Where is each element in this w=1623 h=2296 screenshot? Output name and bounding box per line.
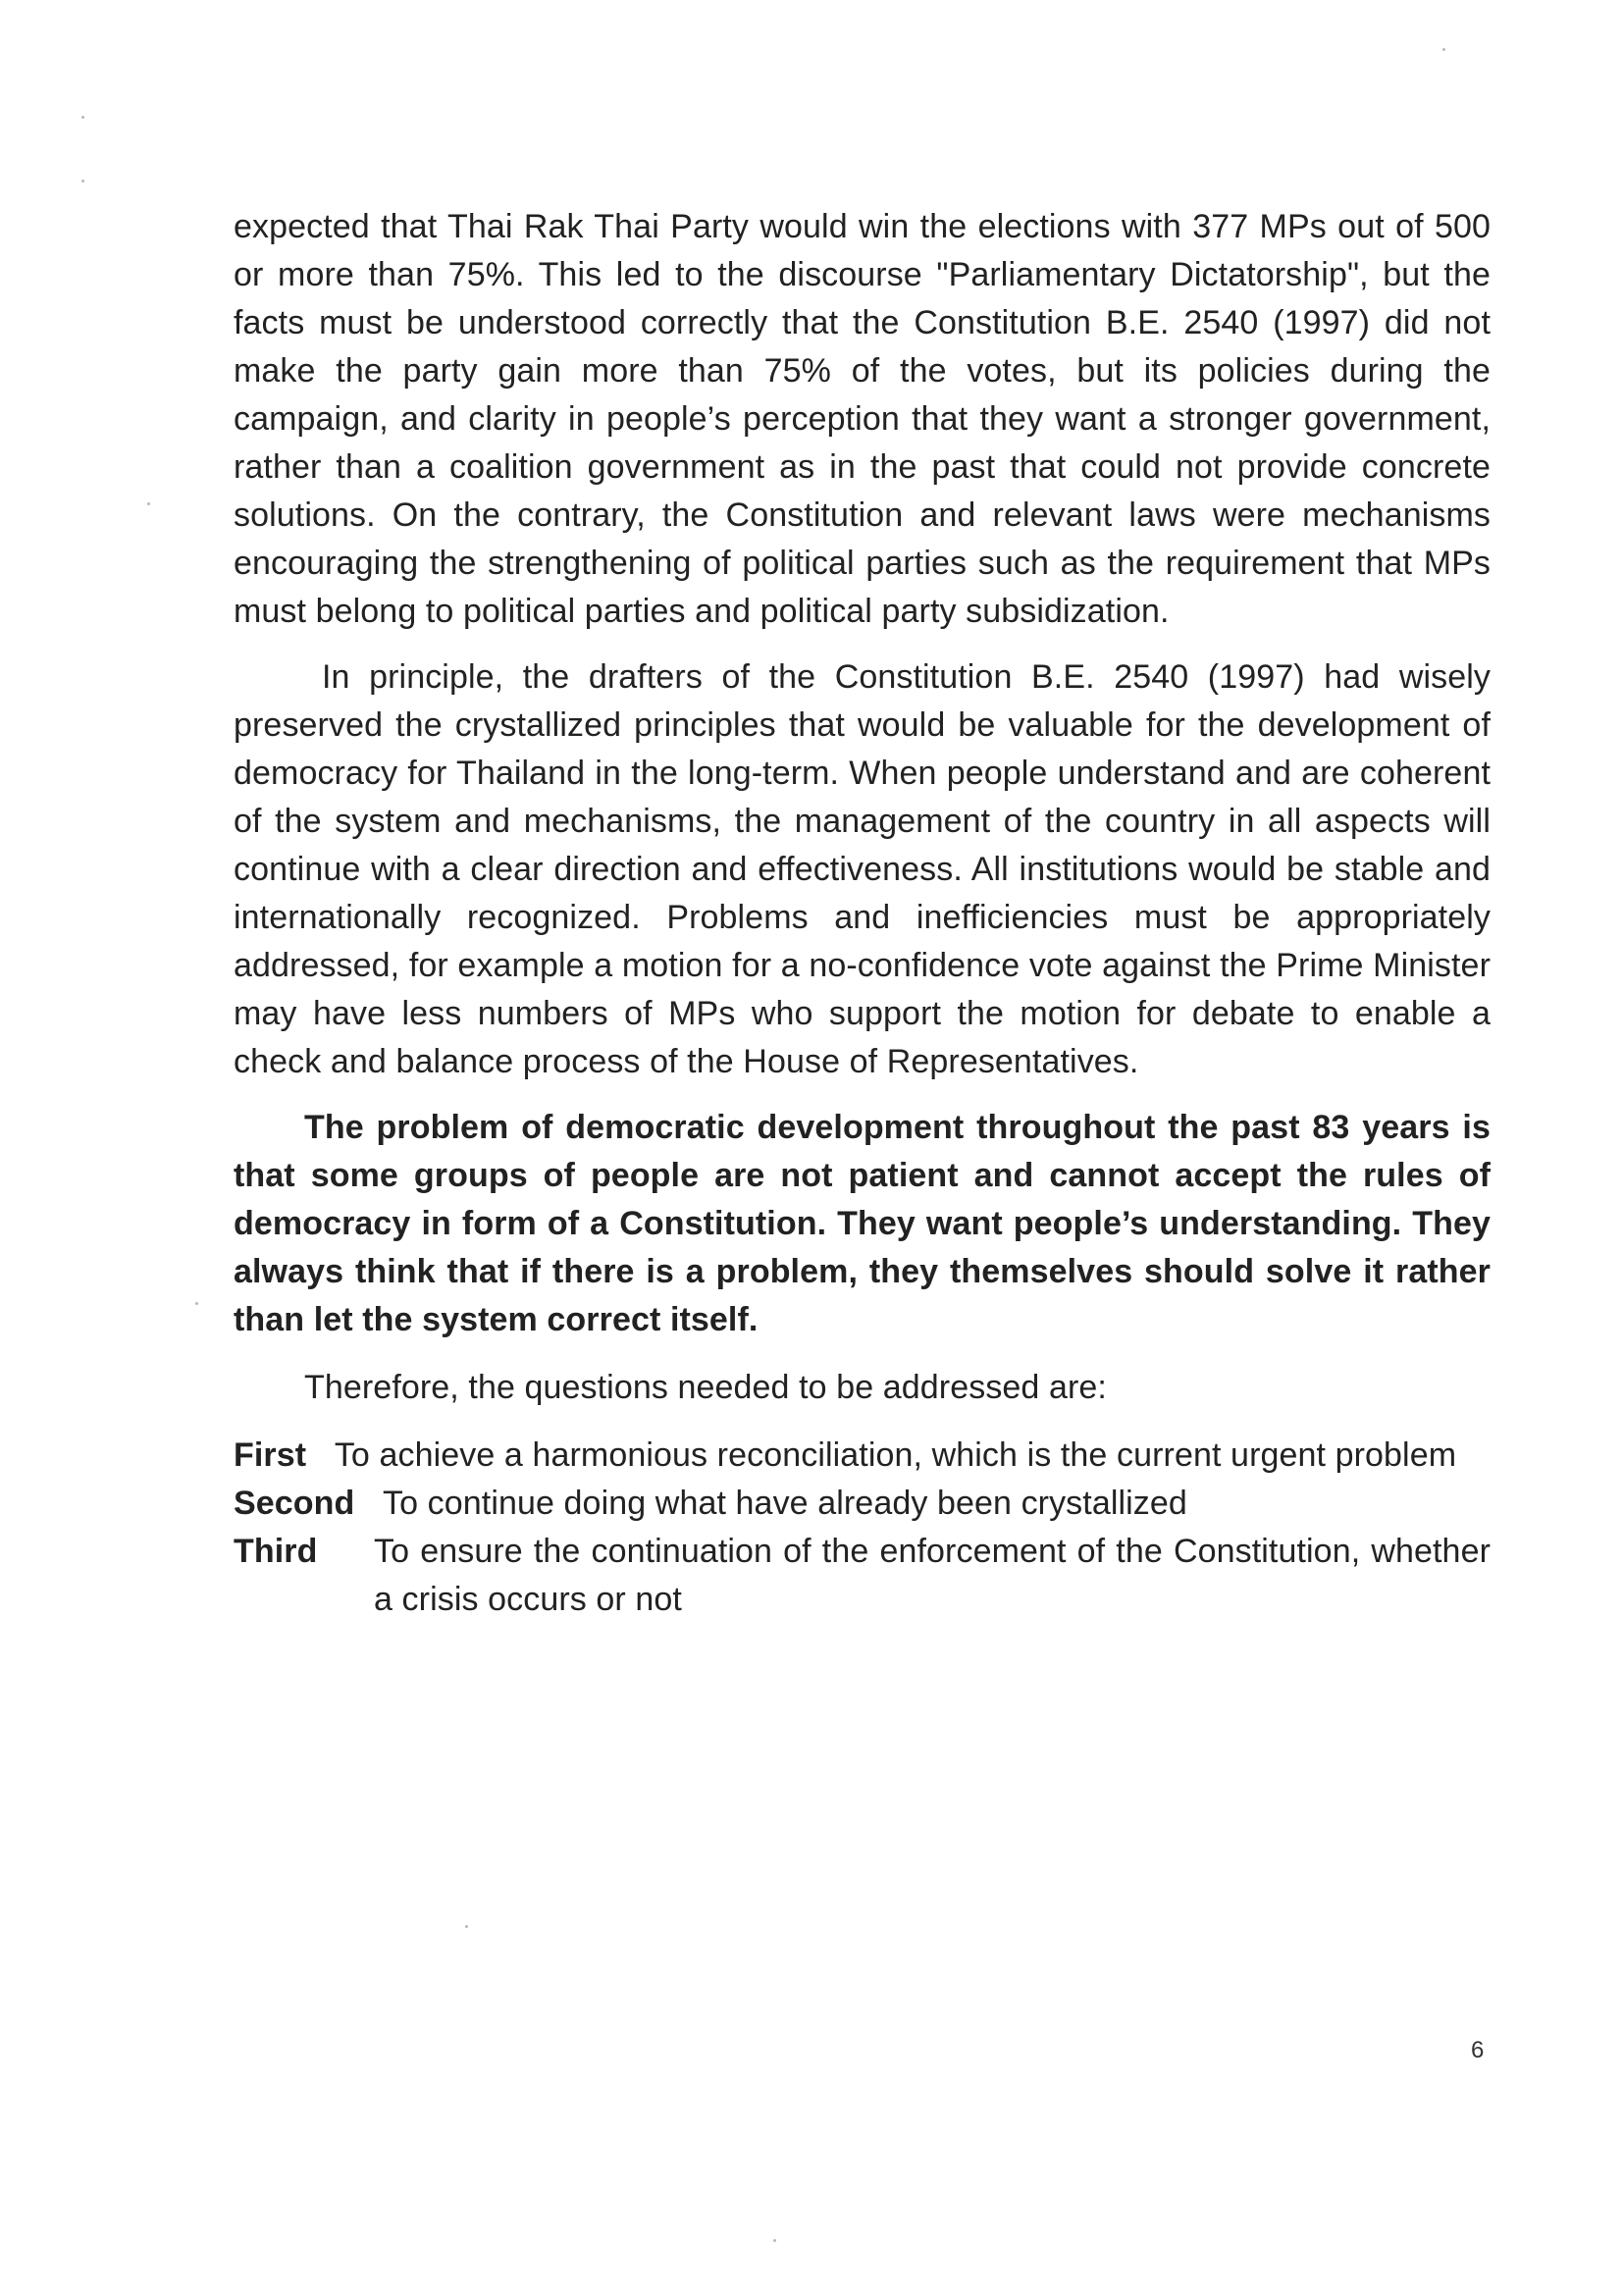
scan-speck	[195, 1302, 198, 1305]
question-text-second: To continue doing what have already been crystallized	[383, 1485, 1187, 1522]
question-first-spacer	[306, 1436, 335, 1474]
page-content	[234, 203, 1491, 1624]
paragraph-elections-context: expected that Thai Rak Thai Party would win the elections with 377 MPs out of 500 or more than 75%. This led to the discourse "Parliamentary Dictatorship", but the facts must be understood correctly that the Constitution B.E. 2540 (1997) did not make the party gain more than 75% of the votes, but its policies during the campaign, and clarity in people’s perception that they want a stronger government, rather than a coalition government as in the past that could not provide concrete solutions. On the contrary, the Constitution and relevant laws were mechanisms encouraging the strengthening of political parties such as the requirement that MPs must belong to political parties and political party subsidization.	[234, 208, 1491, 630]
question-text-first: To achieve a harmonious reconciliation, which is the current urgent problem	[334, 1436, 1457, 1474]
page-number: 6	[1471, 2037, 1485, 2063]
question-second	[234, 1480, 1491, 1528]
scan-speck	[773, 2239, 776, 2242]
scan-speck	[147, 502, 150, 505]
question-first	[234, 1432, 1491, 1480]
question-label-third: Third	[234, 1533, 318, 1570]
question-third	[234, 1528, 1491, 1624]
scan-speck	[81, 116, 84, 119]
paragraph-constitution-principles: In principle, the drafters of the Constitution B.E. 2540 (1997) had wisely preserved the crystallized principles that would be valuable for the development of democracy for Thailand in the long-term. When people understand and are coherent of the system and mechanisms, the management of the country in all aspects will continue with a clear direction and effectiveness. All institutions would be stable and internationally recognized. Problems and inefficiencies must be appropriately addressed, for example a motion for a no-confidence vote against the Prime Minister may have less numbers of MPs who support the motion for debate to enable a check and balance process of the House of Representatives.	[234, 658, 1491, 1080]
scan-speck	[465, 1925, 468, 1928]
scan-speck	[81, 180, 84, 183]
paragraph-democratic-development-problem: The problem of democratic development throughout the past 83 years is that some groups of people are not patient and cannot accept the rules of democracy in form of a Constitution. They want people’s understanding. They always think that if there is a problem, they themselves should solve it rather than let the system correct itself.	[234, 1109, 1491, 1338]
scan-speck	[1442, 48, 1445, 51]
question-text-third: To ensure the continuation of the enforcement of the Constitution, whether a crisis occurs or not	[374, 1533, 1491, 1618]
question-label-second: Second	[234, 1485, 355, 1522]
questions-list	[234, 1432, 1491, 1624]
paragraph-questions-intro: Therefore, the questions needed to be addressed are:	[304, 1369, 1107, 1406]
question-label-first: First	[234, 1436, 307, 1474]
